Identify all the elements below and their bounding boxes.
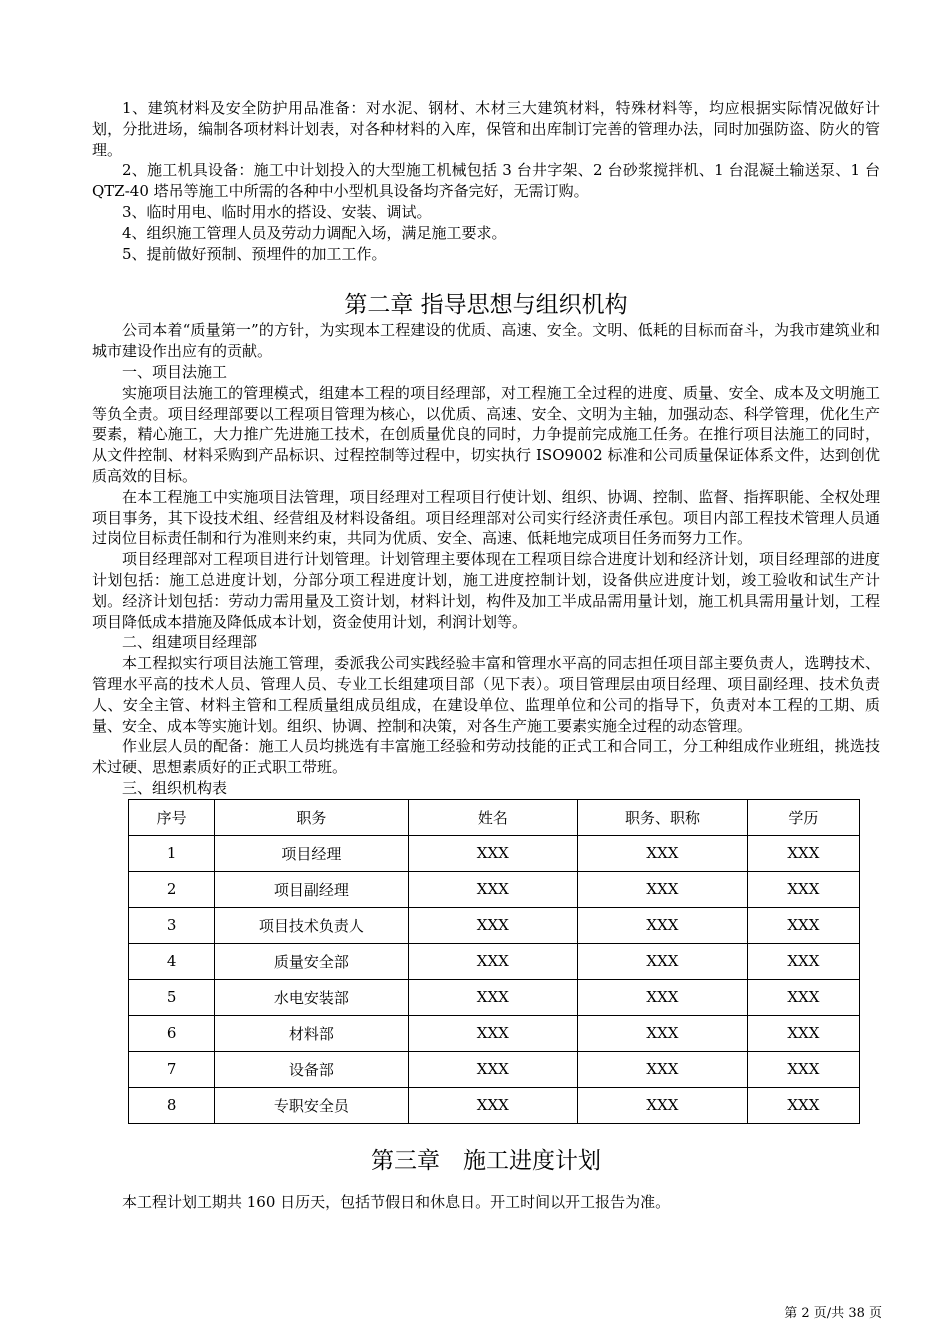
table-cell: 4 bbox=[129, 943, 215, 979]
table-cell: 设备部 bbox=[215, 1051, 408, 1087]
document-body bbox=[92, 98, 880, 1213]
table-row bbox=[129, 1015, 860, 1051]
organization-table bbox=[128, 799, 860, 1124]
chapter2-title: 第二章 指导思想与组织机构 bbox=[344, 292, 628, 319]
table-cell: XXX bbox=[747, 1087, 859, 1123]
table-cell: XXX bbox=[747, 943, 859, 979]
table-cell: 1 bbox=[129, 835, 215, 871]
table-cell: XXX bbox=[408, 907, 578, 943]
table-cell: XXX bbox=[408, 1051, 578, 1087]
table-cell: XXX bbox=[408, 979, 578, 1015]
prep-item: 2、施工机具设备：施工中计划投入的大型施工机械包括 3 台井字架、2 台砂浆搅拌机、1 台混凝土输送泵、1 台 QTZ-40 塔吊等施工中所需的各种中小型机具设备均齐备完好，无需订购。 bbox=[92, 161, 880, 201]
table-header-cell: 序号 bbox=[129, 799, 215, 835]
table-cell: XXX bbox=[578, 1015, 748, 1051]
section2-title: 二、组建项目经理部 bbox=[122, 633, 258, 652]
chapter3-text: 本工程计划工期共 160 日历天，包括节假日和休息日。开工时间以开工报告为准。 bbox=[122, 1192, 671, 1211]
section1-paragraph: 在本工程施工中实施项目法管理，项目经理对工程项目行使计划、组织、协调、控制、监督、指挥职能、全权处理项目事务，其下设技术组、经营组及材料设备组。项目经理部对公司实行经济责任承包。项目内部工程技术管理人员通过岗位目标责任制和行为准则来约束，共同为优质、安全、高速、低耗地完成项目任务而努力工作。 bbox=[92, 487, 880, 548]
section1-paragraph: 实施项目法施工的管理模式，组建本工程的项目经理部，对工程施工全过程的进度、质量、安全、成本及文明施工等负全责。项目经理部要以工程项目管理为核心，以优质、高速、安全、文明为主轴，加强动态、科学管理，优化生产要素，精心施工，大力推广先进施工技术，在创质量优良的同时，力争提前完成施工任务。在推行项目法施工的同时，从文件控制、材料采购到产品标识、过程控制等过程中，切实执行 ISO9002 标准和公司质量保证体系文件，达到创优质高效的目标。 bbox=[92, 383, 880, 485]
section1-paragraph: 项目经理部对工程项目进行计划管理。计划管理主要体现在工程项目综合进度计划和经济计划，项目经理部的进度计划包括：施工总进度计划，分部分项工程进度计划，施工进度控制计划，设备供应进度计划，竣工验收和试生产计划。经济计划包括：劳动力需用量及工资计划，材料计划，构件及加工半成品需用量计划，施工机具需用量计划，工程项目降低成本措施及降低成本计划，资金使用计划，利润计划等。 bbox=[92, 550, 880, 631]
table-cell: XXX bbox=[747, 835, 859, 871]
table-header-row bbox=[129, 799, 860, 835]
table-cell: 项目经理 bbox=[215, 835, 408, 871]
table-cell: 8 bbox=[129, 1087, 215, 1123]
table-cell: XXX bbox=[747, 907, 859, 943]
table-cell: XXX bbox=[578, 943, 748, 979]
table-row bbox=[129, 835, 860, 871]
prep-item: 3、临时用电、临时用水的搭设、安装、调试。 bbox=[122, 202, 432, 221]
section2-paragraph: 作业层人员的配备：施工人员均挑选有丰富施工经验和劳动技能的正式工和合同工，分工种组成作业班组，挑选技术过硬、思想素质好的正式职工带班。 bbox=[92, 737, 880, 777]
table-cell: XXX bbox=[578, 1051, 748, 1087]
table-header-cell: 学历 bbox=[747, 799, 859, 835]
section2-paragraph: 本工程拟实行项目法施工管理，委派我公司实践经验丰富和管理水平高的同志担任项目部主要负责人，选聘技术、管理水平高的技术人员、管理人员、专业工长组建项目部（见下表）。项目管理层由项目经理、项目副经理、技术负责人、安全主管、材料主管和工程质量组成员组成，在建设单位、监理单位和公司的指导下，负责对本工程的工期、质量、安全、成本等实施计划。组织、协调、控制和决策，对各生产施工要素实施全过程的动态管理。 bbox=[92, 654, 880, 735]
table-cell: 水电安装部 bbox=[215, 979, 408, 1015]
table-cell: XXX bbox=[408, 1087, 578, 1123]
table-cell: 专职安全员 bbox=[215, 1087, 408, 1123]
table-cell: XXX bbox=[747, 1015, 859, 1051]
table-cell: 项目副经理 bbox=[215, 871, 408, 907]
table-cell: XXX bbox=[578, 979, 748, 1015]
table-cell: XXX bbox=[408, 943, 578, 979]
table-cell: 5 bbox=[129, 979, 215, 1015]
table-row bbox=[129, 1051, 860, 1087]
table-header-cell: 职务 bbox=[215, 799, 408, 835]
chapter3-title: 第三章 施工进度计划 bbox=[371, 1147, 601, 1174]
chapter2-intro: 公司本着“质量第一”的方针，为实现本工程建设的优质、高速、安全。文明、低耗的目标而奋斗，为我市建筑业和城市建设作出应有的贡献。 bbox=[92, 321, 880, 361]
table-cell: 2 bbox=[129, 871, 215, 907]
table-cell: XXX bbox=[578, 871, 748, 907]
table-row bbox=[129, 979, 860, 1015]
table-cell: 项目技术负责人 bbox=[215, 907, 408, 943]
table-cell: 材料部 bbox=[215, 1015, 408, 1051]
table-cell: XXX bbox=[747, 1051, 859, 1087]
table-header-cell: 姓名 bbox=[408, 799, 578, 835]
table-cell: 7 bbox=[129, 1051, 215, 1087]
table-row bbox=[129, 871, 860, 907]
table-cell: XXX bbox=[747, 979, 859, 1015]
table-cell: 质量安全部 bbox=[215, 943, 408, 979]
table-row bbox=[129, 1087, 860, 1123]
prep-list bbox=[92, 98, 880, 264]
table-header-cell: 职务、职称 bbox=[578, 799, 748, 835]
table-cell: XXX bbox=[408, 871, 578, 907]
section3-title: 三、组织机构表 bbox=[122, 778, 228, 797]
section1-title: 一、项目法施工 bbox=[122, 362, 228, 381]
table-cell: XXX bbox=[408, 1015, 578, 1051]
table-cell: 3 bbox=[129, 907, 215, 943]
prep-item: 5、提前做好预制、预埋件的加工工作。 bbox=[122, 244, 387, 263]
prep-item: 1、建筑材料及安全防护用品准备：对水泥、钢材、木材三大建筑材料，特殊材料等，均应根据实际情况做好计划，分批进场，编制各项材料计划表，对各种材料的入库，保管和出库制订完善的管理办法，同时加强防盗、防火的管理。 bbox=[92, 99, 880, 159]
table-cell: 6 bbox=[129, 1015, 215, 1051]
prep-item: 4、组织施工管理人员及劳动力调配入场，满足施工要求。 bbox=[122, 223, 507, 242]
table-row bbox=[129, 943, 860, 979]
page-number: 第 2 页/共 38 页 bbox=[784, 1306, 882, 1321]
table-cell: XXX bbox=[578, 1087, 748, 1123]
table-cell: XXX bbox=[578, 907, 748, 943]
table-cell: XXX bbox=[408, 835, 578, 871]
table-cell: XXX bbox=[578, 835, 748, 871]
table-row bbox=[129, 907, 860, 943]
table-cell: XXX bbox=[747, 871, 859, 907]
